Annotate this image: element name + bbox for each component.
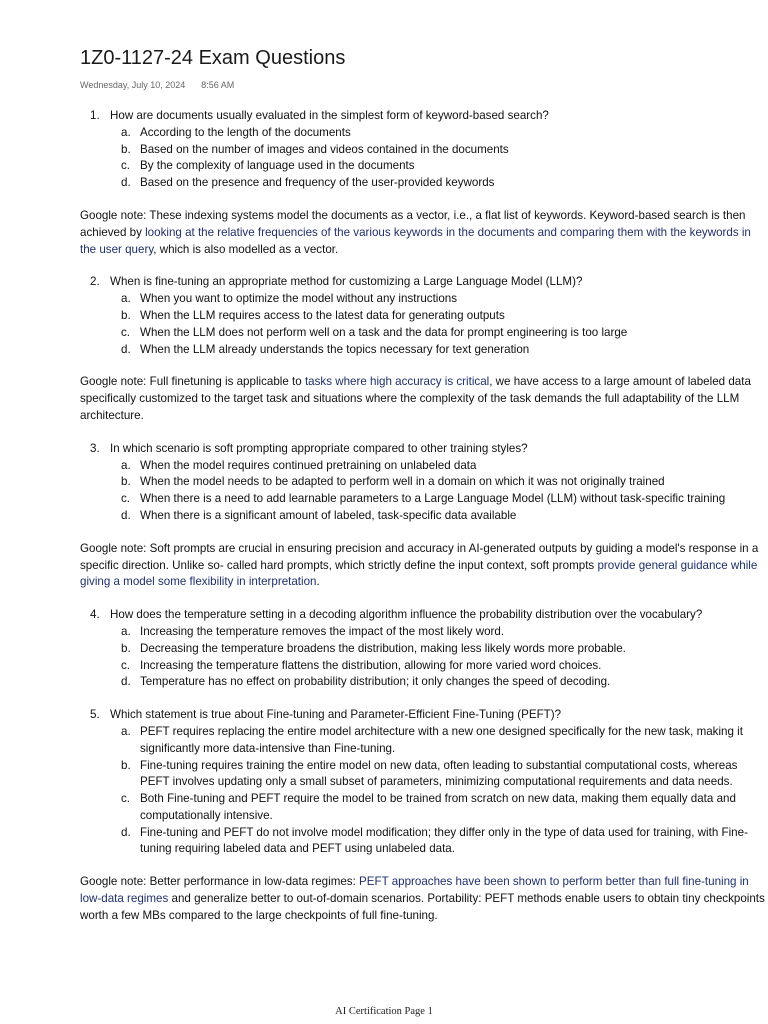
option-letter: b. <box>121 475 131 489</box>
answer-option <box>121 325 765 342</box>
option-letter: a. <box>121 125 131 139</box>
option-letter: a. <box>121 292 131 306</box>
option-text: PEFT requires replacing the entire model architecture with a new one designed specifically for the new task, making it significantly more data-intensive than Fine-tuning. <box>140 724 743 755</box>
question-text: How are documents usually evaluated in the simplest form of keyword-based search? <box>110 109 549 122</box>
answer-option <box>121 491 765 508</box>
note-highlight: provide general guidance while giving a model some flexibility in interpretation <box>80 558 758 589</box>
option-letter: c. <box>121 492 131 506</box>
option-text: Fine-tuning and PEFT do not involve model modification; they differ only in the type of data used for training, with Fine-tuning requiring labeled data and PEFT using unlabeled data. <box>140 825 748 856</box>
option-letter: d. <box>121 825 131 839</box>
option-text: Increasing the temperature removes the impact of the most likely word. <box>140 624 505 638</box>
note-highlight: looking at the relative frequencies of the various keywords in the documents and comparing them with the keywords in the user query <box>80 225 751 256</box>
question <box>90 274 765 291</box>
note-text: . <box>316 575 320 589</box>
note-text: , we have access to a large amount of labeled data specifically customized to the target task and situations where the complexity of the task demands the full adaptability of the LLM architecture. <box>80 375 751 422</box>
note-text: Google note: Full finetuning is applicable to <box>80 375 305 389</box>
option-letter: b. <box>121 142 131 156</box>
option-letter: b. <box>121 308 131 322</box>
document-body <box>80 108 765 941</box>
option-text: According to the length of the documents <box>140 125 351 139</box>
question-number: 5. <box>90 708 100 722</box>
option-letter: a. <box>121 458 131 472</box>
option-text: By the complexity of language used in the documents <box>140 159 415 173</box>
question-number: 4. <box>90 608 100 622</box>
note-text: Google note: These indexing systems model the documents as a vector, i.e., a flat list of keywords. Keyword-based search is then achieved by <box>80 208 746 239</box>
note-text: Google note: Better performance in low-data regimes: <box>80 875 360 889</box>
page-title: 1Z0-1127-24 Exam Questions <box>80 47 346 69</box>
question <box>90 707 765 724</box>
answer-option <box>121 342 765 359</box>
answer-options <box>80 125 765 192</box>
answer-option <box>121 142 765 159</box>
option-letter: a. <box>121 724 131 738</box>
answer-option <box>121 758 765 792</box>
option-text: When the LLM already understands the topics necessary for text generation <box>140 342 530 356</box>
question <box>90 441 765 458</box>
option-letter: d. <box>121 176 131 190</box>
option-letter: b. <box>121 758 131 772</box>
google-note <box>80 208 765 258</box>
answer-option <box>121 624 765 641</box>
option-letter: c. <box>121 658 131 672</box>
option-text: When the model requires continued pretraining on unlabeled data <box>140 458 477 472</box>
page-meta <box>80 80 234 90</box>
note-text: Google note: Soft prompts are crucial in ensuring precision and accuracy in AI-generated outputs by guiding a model's response in a specific direction. Unlike so- called hard prompts, which strictly define the input context, soft prompts <box>80 541 759 572</box>
option-text: When the LLM requires access to the latest data for generating outputs <box>140 308 505 322</box>
google-note <box>80 874 765 924</box>
option-text: When you want to optimize the model without any instructions <box>140 292 458 306</box>
answer-option <box>121 291 765 308</box>
note-text: and generalize better to out-of-domain scenarios. Portability: PEFT methods enable users to obtain tiny checkpoints worth a few MBs compared to the large checkpoints of full fine-tuning. <box>80 892 765 922</box>
option-letter: c. <box>121 792 131 806</box>
question-number: 1. <box>90 109 100 122</box>
answer-option <box>121 125 765 142</box>
page-footer: AI Certification Page 1 <box>335 1006 433 1017</box>
note-highlight: PEFT approaches have been shown to perform better than full fine-tuning in low-data regimes <box>80 875 749 906</box>
option-text: Decreasing the temperature broadens the distribution, making less likely words more probable. <box>140 641 626 655</box>
page-date: Wednesday, July 10, 2024 <box>80 80 186 90</box>
option-letter: d. <box>121 675 131 689</box>
option-text: Increasing the temperature flattens the distribution, allowing for more varied word choices. <box>140 658 602 672</box>
answer-option <box>121 474 765 491</box>
page-time: 8:56 AM <box>201 80 235 90</box>
answer-options <box>80 291 765 358</box>
question-text: Which statement is true about Fine-tuning and Parameter-Efficient Fine-Tuning (PEFT)? <box>110 708 562 722</box>
answer-option <box>121 308 765 325</box>
answer-option <box>121 825 765 859</box>
option-text: Based on the presence and frequency of the user-provided keywords <box>140 176 495 190</box>
note-text: , which is also modelled as a vector. <box>153 242 339 256</box>
option-text: When the LLM does not perform well on a task and the data for prompt engineering is too large <box>140 325 628 339</box>
option-letter: b. <box>121 641 131 655</box>
option-text: When there is a significant amount of labeled, task-specific data available <box>140 508 517 522</box>
answer-options <box>80 458 765 525</box>
spacer <box>80 691 765 707</box>
answer-option <box>121 175 765 192</box>
answer-options <box>80 624 765 691</box>
option-text: Based on the number of images and videos contained in the documents <box>140 142 509 156</box>
option-letter: c. <box>121 325 131 339</box>
note-highlight: tasks where high accuracy is critical <box>304 375 490 389</box>
option-text: Temperature has no effect on probability distribution; it only changes the speed of decoding. <box>140 675 611 689</box>
question-text: When is fine-tuning an appropriate method for customizing a Large Language Model (LLM)? <box>110 275 583 289</box>
question <box>90 108 765 125</box>
question-text: How does the temperature setting in a decoding algorithm influence the probability distribution over the vocabulary? <box>110 608 703 622</box>
answer-option <box>121 791 765 825</box>
question <box>90 607 765 624</box>
option-text: Both Fine-tuning and PEFT require the model to be trained from scratch on new data, making them equally data and computationally intensive. <box>140 792 736 822</box>
answer-option <box>121 158 765 175</box>
option-letter: c. <box>121 159 131 173</box>
option-text: When there is a need to add learnable parameters to a Large Language Model (LLM) without task-specific training <box>140 492 726 506</box>
option-letter: d. <box>121 342 131 356</box>
google-note <box>80 374 765 424</box>
option-text: Fine-tuning requires training the entire model on new data, often leading to substantial computational costs, whereas PEFT involves updating only a small subset of parameters, minimizing computational requirements and data needs. <box>140 758 738 789</box>
answer-option <box>121 724 765 758</box>
question-text: In which scenario is soft prompting appropriate compared to other training styles? <box>110 441 528 455</box>
answer-option <box>121 674 765 691</box>
option-text: When the model needs to be adapted to perform well in a domain on which it was not originally trained <box>140 475 665 489</box>
answer-option <box>121 458 765 475</box>
option-letter: d. <box>121 508 131 522</box>
google-note <box>80 541 765 591</box>
answer-option <box>121 641 765 658</box>
option-letter: a. <box>121 624 131 638</box>
answer-options <box>80 724 765 858</box>
answer-option <box>121 658 765 675</box>
question-number: 2. <box>90 275 100 289</box>
answer-option <box>121 508 765 525</box>
question-number: 3. <box>90 441 100 455</box>
